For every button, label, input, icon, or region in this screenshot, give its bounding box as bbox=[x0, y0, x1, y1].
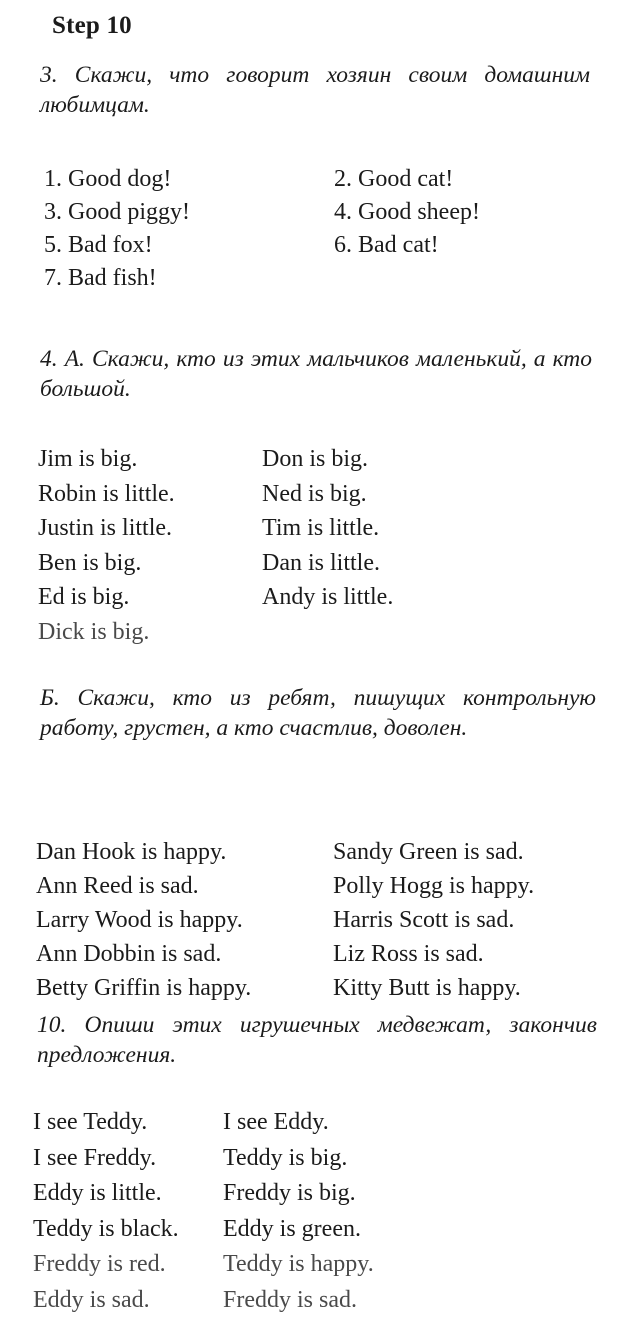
list-item-left: Dan Hook is happy. bbox=[36, 839, 227, 865]
list-item-right: Teddy is big. bbox=[223, 1144, 348, 1171]
list-item bbox=[44, 262, 564, 295]
exercise-10-instruction: 10. Опиши этих игрушечных медвежат, закончив предложения. bbox=[37, 1012, 597, 1068]
list-item-left: Justin is little. bbox=[38, 515, 173, 541]
list-item-right: 4. Good sheep! bbox=[334, 199, 480, 225]
list-item-left: 3. Good piggy! bbox=[44, 199, 190, 225]
list-item-right: Kitty Butt is happy. bbox=[333, 975, 521, 1001]
list-item bbox=[36, 869, 616, 903]
list-item-left: I see Freddy. bbox=[33, 1144, 157, 1171]
list-item-right: Freddy is big. bbox=[223, 1180, 356, 1206]
list-item-right: Ned is big. bbox=[262, 480, 367, 507]
list-item-left: Eddy is little. bbox=[33, 1180, 162, 1206]
list-item bbox=[38, 477, 558, 512]
list-item-right: Dan is little. bbox=[262, 549, 380, 576]
list-item-left: Dick is big. bbox=[38, 618, 150, 645]
list-item-left: Robin is little. bbox=[38, 480, 175, 507]
exercise-10-answer-list bbox=[33, 1105, 593, 1318]
list-item-right: I see Eddy. bbox=[223, 1109, 329, 1135]
list-item bbox=[36, 937, 616, 971]
list-item-right: Andy is little. bbox=[262, 584, 394, 610]
list-item-right: Tim is little. bbox=[262, 515, 380, 541]
list-item-left: 1. Good dog! bbox=[44, 166, 172, 192]
list-item-left: 5. Bad fox! bbox=[44, 232, 153, 258]
page-title: Step 10 bbox=[52, 12, 132, 39]
exercise-4b-instruction: Б. Скажи, кто из ребят, пишущих контрольную работу, грустен, а кто счастлив, доволен. bbox=[40, 685, 596, 741]
list-item-left: Ann Reed is sad. bbox=[36, 873, 199, 899]
exercise-4a-answer-list bbox=[38, 442, 558, 649]
list-item-left: Eddy is sad. bbox=[33, 1286, 150, 1313]
list-item bbox=[38, 511, 558, 546]
list-item bbox=[36, 971, 616, 1005]
list-item bbox=[36, 835, 616, 869]
list-item-right: Liz Ross is sad. bbox=[333, 941, 484, 967]
exercise-4b-answer-list bbox=[36, 835, 616, 1005]
list-item-right: 6. Bad cat! bbox=[334, 232, 439, 258]
list-item-right: Freddy is sad. bbox=[223, 1286, 357, 1313]
list-item bbox=[38, 580, 558, 615]
list-item-left: Ben is big. bbox=[38, 549, 142, 576]
exercise-3-instruction: 3. Скажи, что говорит хозяин своим домашним любимцам. bbox=[40, 62, 590, 118]
list-item-right: Sandy Green is sad. bbox=[333, 839, 524, 865]
list-item-right: Harris Scott is sad. bbox=[333, 907, 515, 933]
list-item bbox=[44, 229, 564, 262]
list-item bbox=[38, 546, 558, 581]
list-item bbox=[44, 196, 564, 229]
list-item-left: Teddy is black. bbox=[33, 1215, 179, 1242]
list-item-left: Ann Dobbin is sad. bbox=[36, 941, 222, 967]
list-item-left: Ed is big. bbox=[38, 584, 130, 610]
list-item-left: Freddy is red. bbox=[33, 1251, 166, 1277]
list-item bbox=[33, 1283, 593, 1319]
list-item bbox=[44, 163, 564, 196]
list-item-right: Don is big. bbox=[262, 446, 369, 472]
list-item-right: Eddy is green. bbox=[223, 1215, 361, 1242]
list-item bbox=[38, 615, 558, 650]
list-item bbox=[33, 1247, 593, 1283]
list-item bbox=[33, 1141, 593, 1177]
list-item bbox=[36, 903, 616, 937]
exercise-4a-instruction: 4. А. Скажи, кто из этих мальчиков маленький, а кто большой. bbox=[40, 346, 592, 402]
list-item-left: Larry Wood is happy. bbox=[36, 907, 243, 933]
list-item-left: I see Teddy. bbox=[33, 1109, 148, 1135]
list-item-left: Betty Griffin is happy. bbox=[36, 975, 252, 1001]
list-item-left: 7. Bad fish! bbox=[44, 265, 157, 291]
list-item-left: Jim is big. bbox=[38, 446, 138, 472]
list-item bbox=[38, 442, 558, 477]
list-item-right: Teddy is happy. bbox=[223, 1251, 374, 1277]
exercise-3-answer-list bbox=[44, 163, 564, 295]
list-item bbox=[33, 1105, 593, 1141]
list-item-right: 2. Good cat! bbox=[334, 166, 454, 192]
list-item bbox=[33, 1176, 593, 1212]
list-item bbox=[33, 1212, 593, 1248]
list-item-right: Polly Hogg is happy. bbox=[333, 873, 535, 899]
